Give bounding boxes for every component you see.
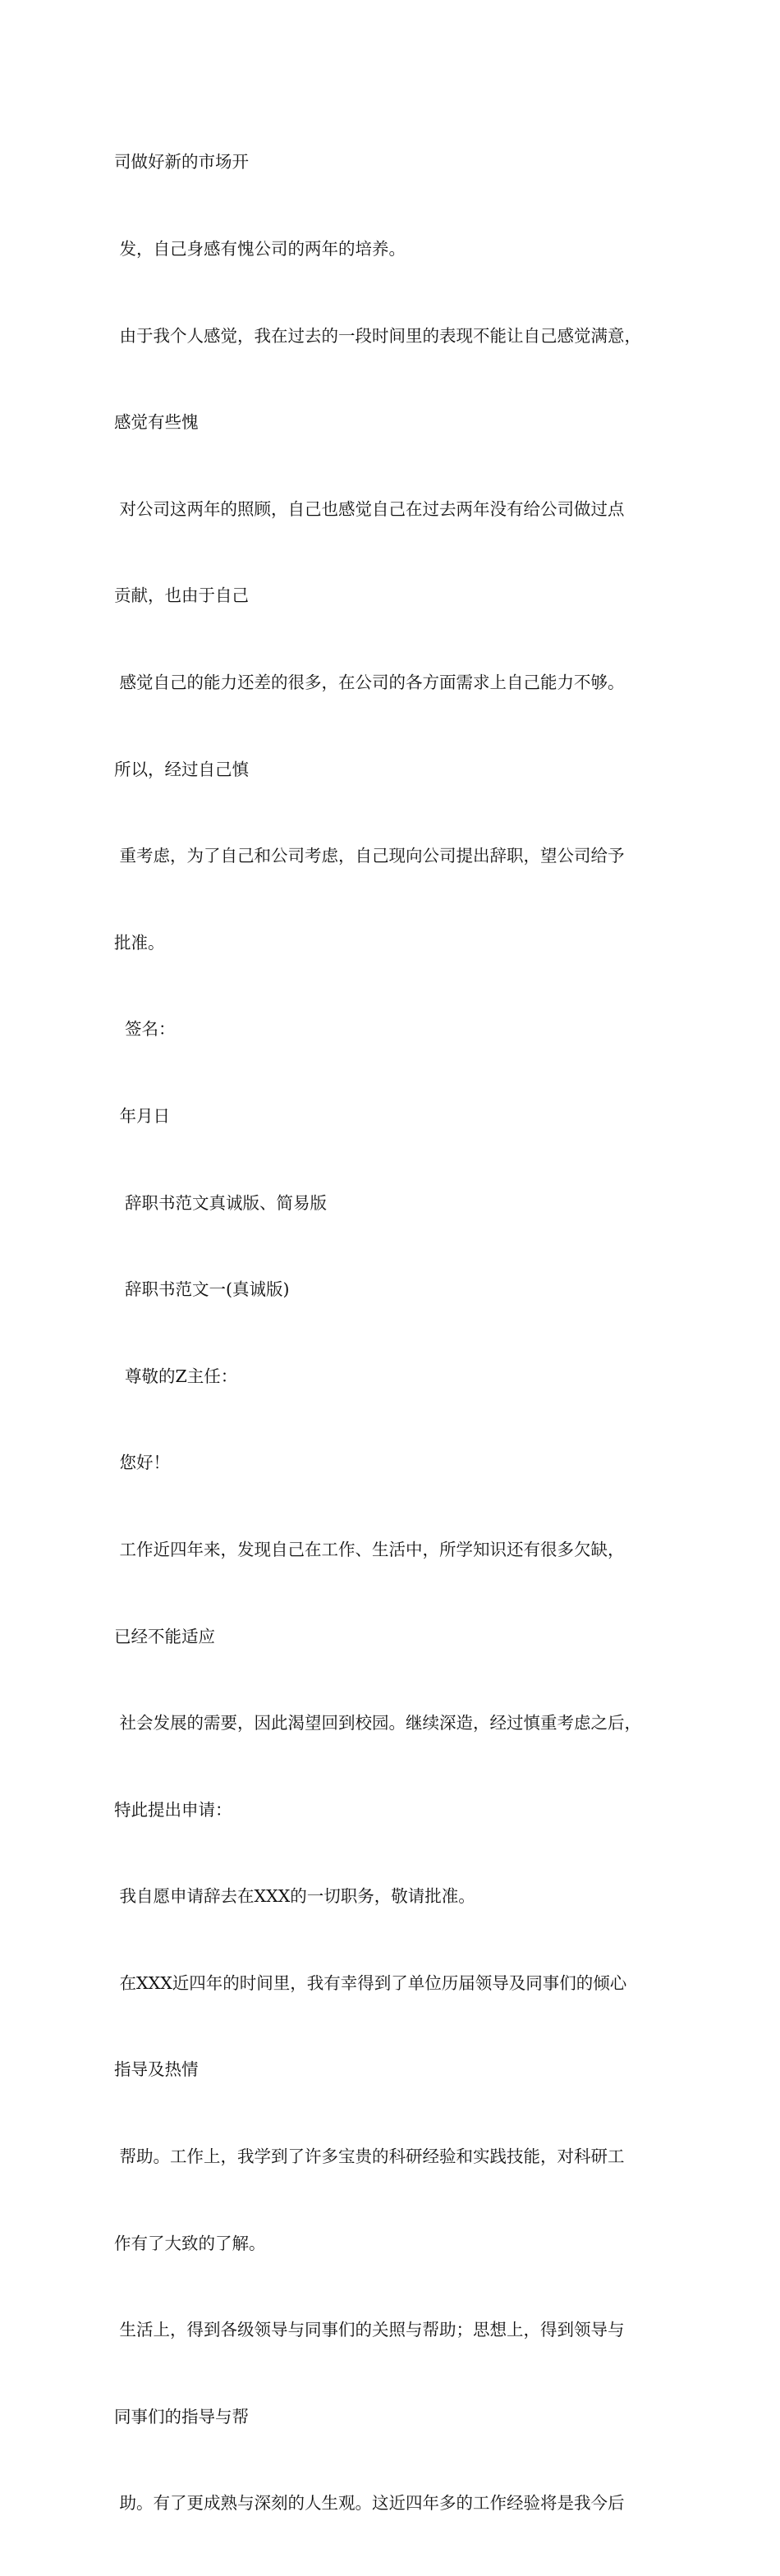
text-line: 对公司这两年的照顾，自己也感觉自己在过去两年没有给公司做过点 — [114, 498, 625, 519]
text-line: 生活上，得到各级领导与同事们的关照与帮助；思想上，得到领导与 — [114, 2320, 625, 2340]
text-line: 在XXX近四年的时间里，我有幸得到了单位历届领导及同事们的倾心 — [114, 1972, 627, 1993]
text-line: 帮助。工作上，我学到了许多宝贵的科研经验和实践技能，对科研工 — [114, 2147, 625, 2167]
text-line: 批准。 — [114, 932, 165, 953]
text-line: 我自愿申请辞去在XXX的一切职务，敬请批准。 — [114, 1886, 475, 1907]
signature-label: 签名： — [114, 1019, 176, 1040]
text-line: 贡献，也由于自己 — [114, 585, 249, 606]
text-line: 所以，经过自己慎 — [114, 759, 249, 779]
section-subheading: 辞职书范文一(真诚版) — [114, 1279, 290, 1300]
text-line: 已经不能适应 — [114, 1626, 215, 1646]
text-line: 由于我个人感觉，我在过去的一段时间里的表现不能让自己感觉满意， — [114, 325, 642, 346]
text-line: 重考虑，为了自己和公司考虑，自己现向公司提出辞职，望公司给予 — [114, 846, 625, 866]
text-line: 发，自己身感有愧公司的两年的培养。 — [114, 239, 406, 259]
text-line: 司做好新的市场开 — [114, 152, 249, 172]
text-line: 感觉有些愧 — [114, 412, 199, 433]
text-line: 助。有了更成熟与深刻的人生观。这近四年多的工作经验将是我今后 — [114, 2493, 625, 2514]
salutation: 尊敬的Z主任： — [114, 1366, 238, 1386]
text-line: 特此提出申请： — [114, 1799, 232, 1820]
document-body — [114, 90, 689, 2576]
section-heading: 辞职书范文真诚版、简易版 — [114, 1192, 328, 1213]
text-line: 作有了大致的了解。 — [114, 2233, 266, 2253]
text-line: 社会发展的需要，因此渴望回到校园。继续深造，经过慎重考虑之后， — [114, 1713, 642, 1733]
greeting: 您好！ — [114, 1453, 171, 1473]
text-line: 感觉自己的能力还差的很多，在公司的各方面需求上自己能力不够。 — [114, 672, 625, 692]
text-line: 工作近四年来，发现自己在工作、生活中，所学知识还有很多欠缺， — [114, 1539, 625, 1559]
text-line: 同事们的指导与帮 — [114, 2406, 249, 2427]
date-label: 年月日 — [114, 1105, 171, 1126]
text-line: 指导及热情 — [114, 2059, 199, 2080]
